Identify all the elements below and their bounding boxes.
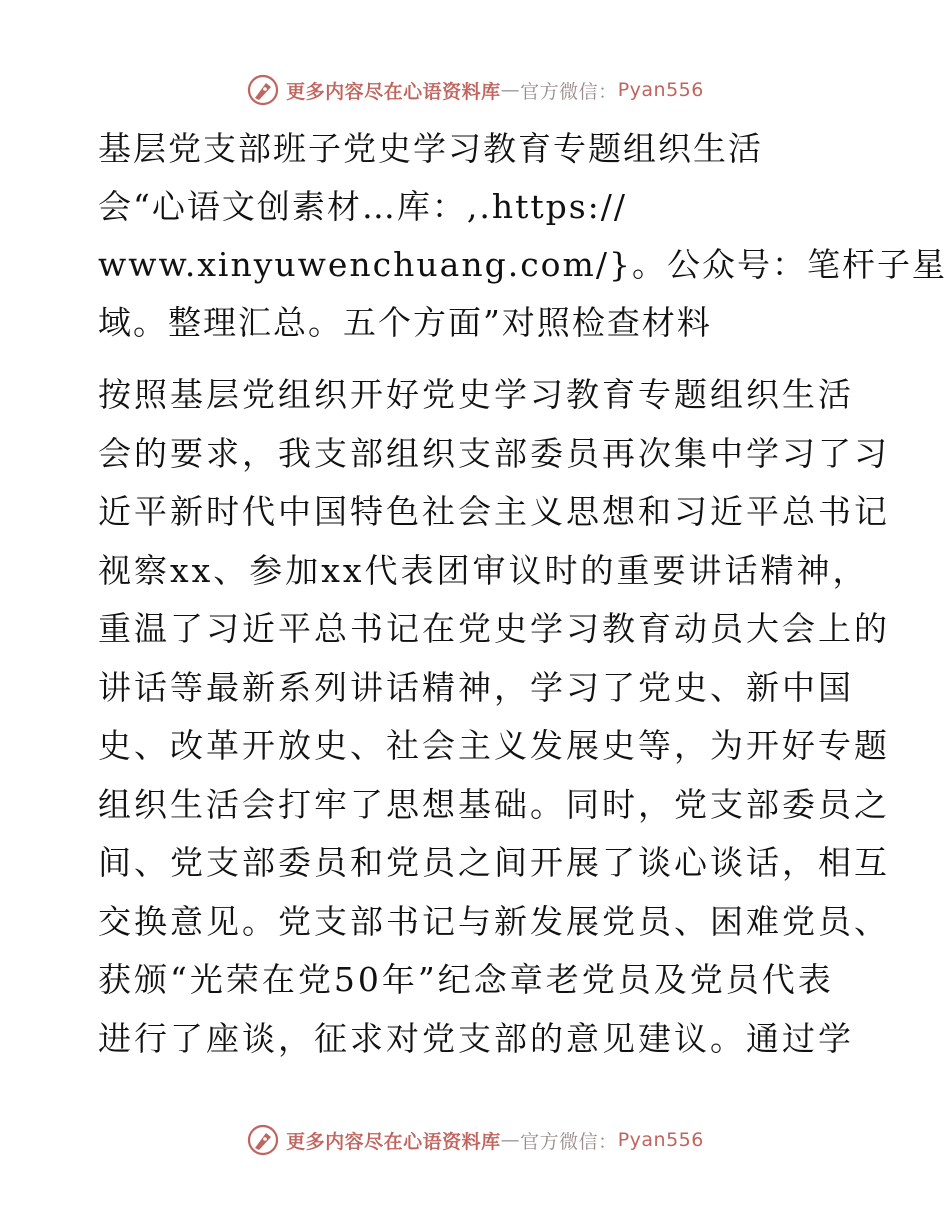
body-paragraph <box>98 366 890 1068</box>
title-line: www.xinyuwenchuang.com/}。公众号：笔杆子星 <box>98 245 947 284</box>
body-line: 重温了习近平总书记在党史学习教育动员大会上的 <box>98 609 890 648</box>
watermark-wechat-id: Pyan556 <box>617 79 704 101</box>
body-line: 按照基层党组织开好党史学习教育专题组织生活 <box>98 375 854 414</box>
body-line: 近平新时代中国特色社会主义思想和习近平总书记 <box>98 492 890 531</box>
watermark-separator: — <box>500 79 521 101</box>
body-line: 会的要求，我支部组织支部委员再次集中学习了习 <box>98 433 890 473</box>
footer-watermark <box>0 1120 950 1160</box>
document-title <box>98 120 947 352</box>
watermark-wechat-label: 官方微信： <box>520 1130 618 1153</box>
title-line: 会“心语文创素材…库：,.https:// <box>98 187 628 226</box>
watermark-wechat-label: 官方微信： <box>520 80 618 103</box>
body-line: 视察xx、参加xx代表团审议时的重要讲话精神， <box>98 550 869 590</box>
body-line: 间、党支部委员和党员之间开展了谈心谈话，相互 <box>98 843 890 882</box>
watermark-wechat-id: Pyan556 <box>617 1129 704 1151</box>
watermark-brand: 更多内容尽在心语资料库 <box>286 1130 501 1153</box>
watermark-separator: — <box>500 1129 521 1151</box>
title-line: 基层党支部班子党史学习教育专题组织生活 <box>98 129 763 168</box>
body-line: 交换意见。党支部书记与新发展党员、困难党员、 <box>98 901 890 941</box>
title-line: 域。整理汇总。五个方面”对照检查材料 <box>98 303 712 342</box>
watermark-brand: 更多内容尽在心语资料库 <box>286 80 501 103</box>
body-line: 组织生活会打牢了思想基础。同时，党支部委员之 <box>98 784 890 824</box>
pen-nib-circle-icon <box>246 73 280 107</box>
body-line: 获颁“光荣在党50年”纪念章老党员及党员代表 <box>98 960 834 999</box>
pen-nib-circle-icon <box>246 1123 280 1157</box>
body-line: 讲话等最新系列讲话精神，学习了党史、新中国 <box>98 667 854 707</box>
header-watermark <box>0 70 950 110</box>
body-line: 史、改革开放史、社会主义发展史等，为开好专题 <box>98 726 890 765</box>
body-line: 进行了座谈，征求对党支部的意见建议。通过学 <box>98 1018 854 1058</box>
